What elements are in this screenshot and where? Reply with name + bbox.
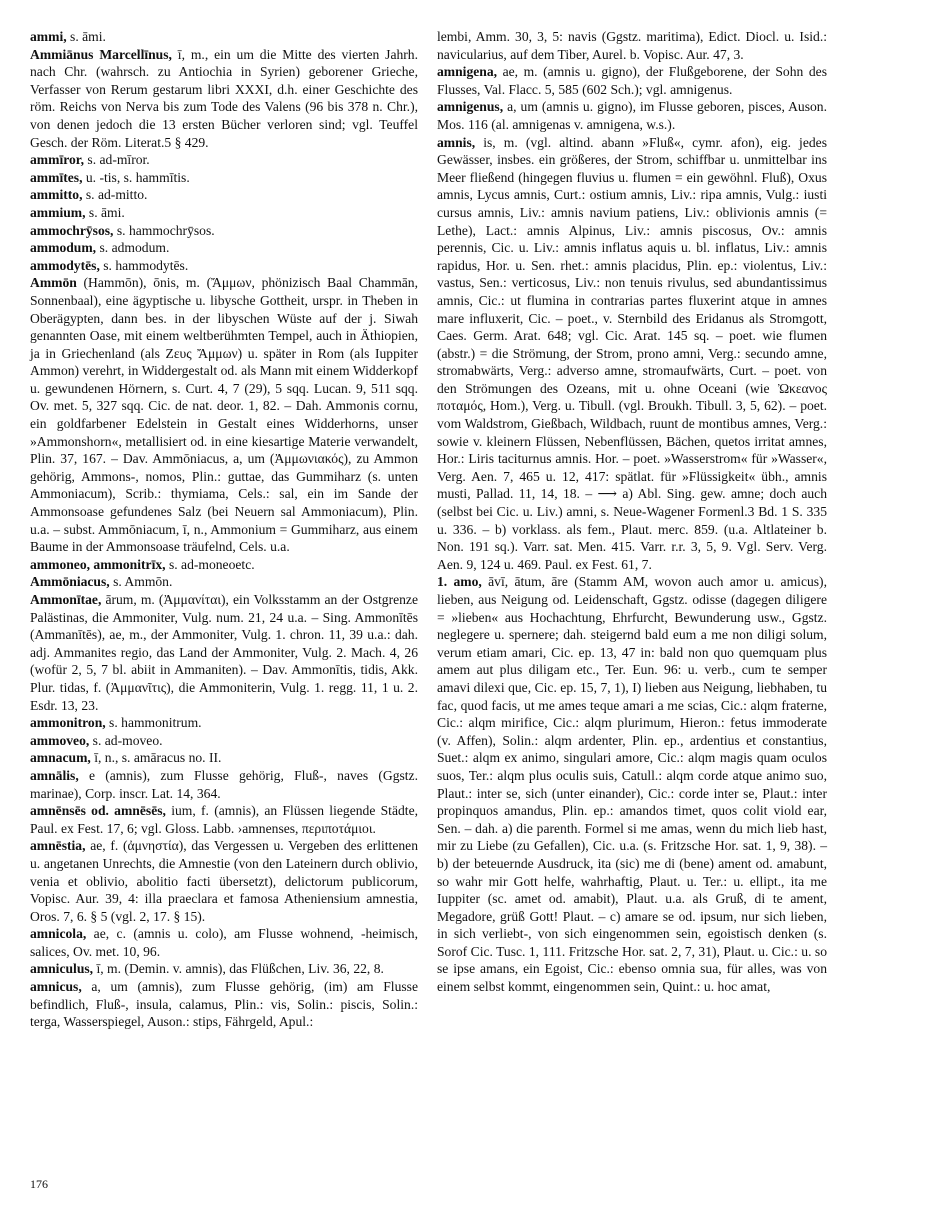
entry-body: āvī, ātum, āre (Stamm AM, wovon auch amor u. amicus), lieben, aus Neigung od. Leidenschaft, Ggstz. odisse (dagegen diligere = »lieben« aus Hochachtung, Ehrfurcht, Bewunderung usw., Ggstz. neglegere u. spernere; dah. steigernd bald eum a me non diligi solum, verum etiam amari, Cic. ep. 13, 47 in: bald non quo quemquam plus amem aut plus diligam etc., Ter. Eun. 96: u. verb., cum te semper amavi dilexi que, Cic. ep. 15, 7, 1), I) lieben aus Neigung, liebhaben, tu fac, quod facis, ut me ames teque amari a me scias, Cic.: alqm fraterne, Cic.: alqm mirifice, Cic.: alqm plurimum, Hieron.: fetus immoderate (v. Affen), Solin.: alqm ardenter, Plin. ep., ardentius et constantius, Suet.: alqm ex animo, singulari amore, Cic.: alqm magis quam oculos suos, Ter.: alqm plus oculis suis, Catull.: alqm corde atque animo suo, Plaut.: inter se, sich (unter einander), Cic.: corde inter se, Plaut.: inter propinquos amandus, Plin. ep.: amandos timet, quos colit viold ear, Sen. – dah. a) die parenth. Formel si me amas, wenn du mich lieb hast, mir zu Liebe (zu Gefallen), Cic. u.a. (s. Fritzsche Hor. sat. 1, 9, 38). – b) der beteuernde Ausdruck, ita (sic) me di (bene) ament od. amabunt, so wahr mir Gott helfe, wahrhaftig, Plaut. u. Ter.: u. ellipt., ita me Iuppiter (sc. amet od. amabit), Plaut. u.a. als Gruß, di te ament, Megadore, grüß Gott! Plaut. – c) amare se od. ipsum, nur sich lieben, in sich verliebt-, von sich eingenommen sein, egoistisch denken (s. Sorof Cic. Tusc. 1, 111. Fritzsche Hor. sat. 2, 7, 31), Plaut. u. Cic.: u. so se ipse amans, ein Egoist, Cic.: ebenso omnia sua, für alles, was von einem selbst kommt, eingenommen sein, Quint.: u. hoc amat, xyxy=(437,574,827,995)
entry-headword: amnālis, xyxy=(30,767,79,783)
dictionary-entry xyxy=(30,591,418,714)
dictionary-entry xyxy=(30,573,418,591)
dictionary-entry xyxy=(30,925,418,960)
entry-body: e (amnis), zum Flusse gehörig, Fluß-, naves (Ggstz. marinae), Corp. inscr. Lat. 14, 364. xyxy=(30,767,418,801)
entry-body: ārum, m. (Ἀμμανίται), ein Volksstamm an der Ostgrenze Palästinas, die Ammoniter, Vulg. num. 21, 24 u.a. – Sing. Ammonītēs (Ammanītēs), ae, m., der Ammoniter, Vulg. 1. chron. 11, 39 u.a.: dah. adj. Ammanites regio, das Land der Ammoniter, Vulg. 2. Mach. 4, 26 (wofür 2, 5, 7 bl. abiit in Ammaniten). – Dav. Ammonītis, tidis, Akk. Plur. tidas, f. (Ἀμμανῖτις), die Ammoniterin, Vulg. 1. regg. 11, 1 u. 2. Esdr. 13, 23. xyxy=(30,592,418,713)
entry-body: ī, n., s. amāracus no. II. xyxy=(90,750,222,766)
right-column xyxy=(437,28,827,996)
dictionary-entry xyxy=(30,169,418,187)
entry-body: ae, m. (amnis u. gigno), der Flußgeborene, der Sohn des Flusses, Val. Flacc. 5, 585 (602 Sch.); vgl. amnigenus. xyxy=(437,64,827,97)
entry-headword: amnacum, xyxy=(30,750,91,766)
dictionary-entry xyxy=(437,63,827,98)
dictionary-entry xyxy=(30,222,418,240)
entry-headword: amnicus, xyxy=(30,979,82,995)
entry-body: ī, m., ein um die Mitte des vierten Jahrh. nach Chr. (wahrsch. zu Antiochia in Syrien) geborener Grieche, Verfasser von Rerum gestarum libri XXXI, d.h. einer Geschichte des röm. Reichs von Nerva bis zum Tode des Valens (96 bis 378 n. Chr.), von denen jedoch die 13 ersten Bücher verloren sind; vgl. Teuffel Gesch. der Röm. Literat.5 § 429. xyxy=(30,46,419,150)
entry-body: (Hammōn), ōnis, m. (Ἄμμων, phönizisch Baal Chammān, Sonnenbaal), eine ägyptische u. libysche Gottheit, urspr. in Theben in Oberägypten, dann bes. in der libyschen Wüste auf der j. Siwah genannten Oase, mit einem weltberühmten Tempel, auch in Äthiopien, ja in Griechenland (als Ζευς Ἄμμων) u. später in Rom (als Iuppiter Ammon) verehrt, in Widdergestalt od. als Mann mit einem Widderkopf u. gewundenen Hörnern, s. Curt. 4, 7 (29), 5 sqq. Lucan. 9, 511 sqq. Ov. met. 5, 327 sqq. Cic. de nat. deor. 1, 82. – Dah. Ammonis cornu, ein goldfarbener Edelstein in Gestalt eines Widderhorns, unser »Ammonshorn«, metallisiert od. in eine kiesartige Materie verwandelt, Plin. 37, 167. – Dav. Ammōniacus, a, um (Ἀμμωνιακός), zu Ammon gehörig, Ammons-, nomos, Plin.: guttae, das Gummiharz (s. unten Ammoniacum), Scrib.: thymiama, Cels.: sal, ein im Sande der Ammonsoase gefundenes Salz (bei Neuern sal Ammoniacum), Plin. u.a. – subst. Ammōniacum, ī, n., Ammonium = Gummiharz, aus einem Baume in der Ammonsoase träufelnd, Cels. u.a. xyxy=(30,275,418,555)
entry-headword: Ammonītae, xyxy=(30,592,102,607)
entry-headword: ammītes, xyxy=(30,169,83,185)
dictionary-entry xyxy=(30,767,418,802)
page-number: 176 xyxy=(30,1177,48,1191)
dictionary-entry xyxy=(30,46,418,152)
dictionary-entry xyxy=(30,186,418,204)
entry-body: s. ad-mīror. xyxy=(84,152,150,168)
dictionary-entry xyxy=(30,960,418,978)
entry-headword: ammi, xyxy=(30,29,67,44)
dictionary-entry xyxy=(30,732,418,750)
dictionary-entry xyxy=(30,749,418,767)
dictionary-entry xyxy=(30,257,418,275)
dictionary-entry xyxy=(30,151,418,169)
dictionary-entry xyxy=(437,573,827,995)
entry-body: s. hammonitrum. xyxy=(105,715,202,731)
dictionary-entry xyxy=(30,239,418,257)
entry-body: s. hammodytēs. xyxy=(99,257,189,273)
entry-headword: ammodytēs, xyxy=(30,257,100,273)
dictionary-entry xyxy=(30,978,418,1031)
entry-headword: 1. amo, xyxy=(437,574,482,590)
entry-body: u. -tis, s. hammītis. xyxy=(82,169,190,185)
entry-body: s. ad-moneoetc. xyxy=(165,556,255,572)
entry-headword: Ammōn xyxy=(30,275,77,291)
entry-headword: amnis, xyxy=(437,134,476,150)
dictionary-entry xyxy=(437,28,827,63)
entry-headword: ammoveo, xyxy=(30,732,90,748)
entry-headword: ammīror, xyxy=(30,152,84,168)
entry-headword: ammium, xyxy=(30,204,86,220)
dictionary-entry xyxy=(437,134,827,574)
dictionary-entry xyxy=(30,28,418,46)
entry-body: lembi, Amm. 30, 3, 5: navis (Ggstz. maritima), Edict. Diocl. u. Isid.: navicularius, auf dem Tiber, Aurel. b. Vopisc. Aur. 47, 3. xyxy=(437,29,827,62)
dictionary-entry xyxy=(30,556,418,574)
entry-body: a, um (amnis u. gigno), im Flusse geboren, pisces, Auson. Mos. 116 (al. amnigenas v. amnigena, w.s.). xyxy=(437,99,827,132)
entry-headword: Ammōniacus, xyxy=(30,574,110,590)
entry-headword: amniculus, xyxy=(30,961,94,977)
entry-headword: amnēnsēs od. amnēsēs, xyxy=(30,803,166,819)
left-column xyxy=(30,28,418,1031)
entry-headword: amnicola, xyxy=(30,926,87,942)
dictionary-entry xyxy=(437,98,827,133)
entry-body: s. ad-moveo. xyxy=(89,732,163,748)
entry-headword: ammitto, xyxy=(30,187,83,203)
entry-body: s. hammochrȳsos. xyxy=(113,222,215,238)
entry-body: s. āmi. xyxy=(66,29,106,44)
entry-headword: ammoneo, ammonitrīx, xyxy=(30,556,166,572)
dictionary-entry xyxy=(30,204,418,222)
entry-headword: ammochrȳsos, xyxy=(30,222,114,238)
dictionary-entry xyxy=(30,714,418,732)
entry-headword: amnigena, xyxy=(437,64,498,80)
entry-body: a, um (amnis), zum Flusse gehörig, (im) am Flusse befindlich, Fluß-, insula, calamus, Plin.: vis, Solin.: piscis, Solin.: terga, Wasserspiegel, Auson.: stips, Fährgeld, Apul.: xyxy=(30,979,418,1030)
dictionary-entry xyxy=(30,837,418,925)
entry-body: s. admodum. xyxy=(96,240,170,256)
entry-body: ae, f. (ἀμνηστία), das Vergessen u. Vergeben des erlittenen u. angetanen Unrechts, die Amnestie (von den Lateinern durch oblivio, venia et oblivio, abolitio facti übersetzt), delictorum publicorum, Vopisc. Aur. 39, 4: illa praeclara et famosa Atheniensium amnestia, Oros. 7, 6. § 5 (vgl. 2, 17. § 15). xyxy=(30,838,418,924)
entry-headword: amnigenus, xyxy=(437,99,504,115)
entry-body: ae, c. (amnis u. colo), am Flusse wohnend, -heimisch, salices, Ov. met. 10, 96. xyxy=(30,926,418,959)
entry-body: is, m. (vgl. altind. abann »Fluß«, cymr. afon), eig. jedes Gewässer, insbes. ein größeres, der Strom, schiffbar u. unmittelbar ins Meer fließend (hingegen fluvius u. flumen = ein gewöhnl. Fluß), Oxus amnis, Lycus amnis, Curt.: ostium amnis, Liv.: ripa amnis, Vulg.: iusti cursus amnis, Liv.: amnis navium patiens, Liv.: oblivionis amnis (= Lethe), Lact.: amnis Alpinus, Liv.: amnis piscosus, Ov.: amnis perennis, Cic. u. Liv.: amnis inflatus aquis u. bl. inflatus, Liv.: amnis rapidus, Hor. u. Sen. rhet.: amnis placidus, Plin. ep.: violentus, Liv.: vastus, Sen.: verticosus, Liv.: non tenuis rivulus, sed abundantissimus amnis, Cic.: ut flumina in contrarias partes fluxerint atque in amnes mare influxerit, Cic. – poet., v. Sternbild des Eridanus als Stromgott, Caes. Germ. Arat. 648; vgl. Cic. Arat. 145 sq. – poet. wie flumen (abstr.) = die Strömung, der Strom, prono amni, Verg.: secundo amne, stromabwärts, Verg.: adverso amne, stromaufwärts, Curt. – poet. von den Strömungen des Ozeans, mit u. ohne Oceani (wie Ὠκεανος ποταμός, Hom.), Verg. u. Tibull. (vgl. Broukh. Tibull. 3, 5, 62). – poet. vom Waldstrom, Gießbach, Wildbach, ruunt de montibus amnes, Verg.: sowie v. kleinern Flüssen, Nebenflüssen, Bächen, quetos irritat amnes, Hor.: Liris taciturnus amnis. Hor. – poet. »Wasserstrom« für »Wasser«, Verg. Aen. 7, 465 u. 12, 417: spätlat. für »Flüssigkeit« übh., amnis musti, Pallad. 11, 14, 18. – ⟶ a) Abl. Sing. gew. amne; doch auch (selbst bei Cic. u. Liv.) amni, s. Neue-Wagener Formenl.3 Bd. 1 S. 335 u. 336. – b) vorklass. als fem., Plaut. merc. 859. (u.a. Altlateiner b. Non. 191 sq.). Varr. sat. Men. 415. Varr. r.r. 3, 5, 9. Vgl. Serv. Verg. Aen. 9, 124 u. 469. Paul. ex Fest. 61, 7. xyxy=(437,134,827,572)
entry-headword: Ammiānus Marcellīnus, xyxy=(30,46,172,62)
entry-body: s. Ammōn. xyxy=(109,574,173,590)
entry-body: ium, f. (amnis), an Flüssen liegende Städte, Paul. ex Fest. 17, 6; vgl. Gloss. Labb. ›amnenses, περιποτάμιοι. xyxy=(30,803,419,836)
dictionary-entry xyxy=(30,274,418,556)
entry-body: s. āmi. xyxy=(85,204,125,220)
entry-body: ī, m. (Demin. v. amnis), das Flüßchen, Liv. 36, 22, 8. xyxy=(93,961,384,977)
entry-headword: ammonitron, xyxy=(30,715,106,731)
entry-body: s. ad-mitto. xyxy=(82,187,148,203)
dictionary-entry xyxy=(30,802,418,837)
entry-headword: ammodum, xyxy=(30,240,97,256)
entry-headword: amnēstia, xyxy=(30,838,86,854)
